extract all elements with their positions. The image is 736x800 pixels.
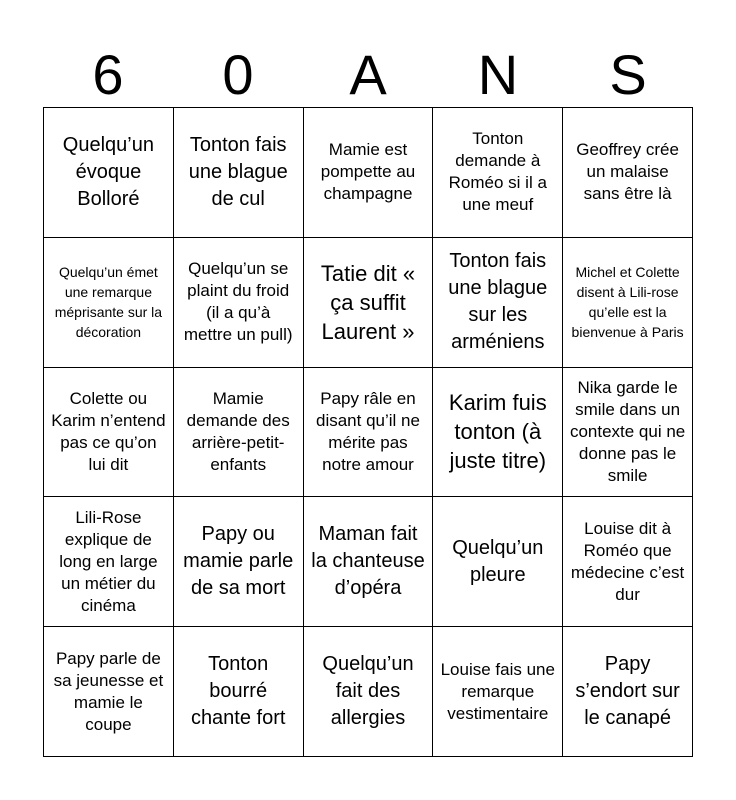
bingo-cell-r5-c5[interactable]	[563, 627, 693, 757]
cell-text: Karim fuis tonton (à juste titre)	[448, 390, 547, 474]
cell-text: Tonton bourré chante fort	[190, 653, 286, 730]
cell-text: Quelqu’un pleure	[452, 536, 544, 586]
bingo-cell-r4-c2[interactable]	[174, 497, 304, 627]
bingo-cell-r1-c5[interactable]	[563, 108, 693, 238]
cell-text: Louise dit à Roméo que médecine c’est dur	[570, 518, 685, 604]
header-letter-1: 6	[92, 43, 124, 106]
bingo-cell-r1-c3[interactable]	[304, 108, 434, 238]
bingo-cell-r4-c5[interactable]	[563, 497, 693, 627]
header-letter-4: N	[477, 43, 519, 106]
bingo-cell-r5-c4[interactable]	[433, 627, 563, 757]
cell-text: Papy parle de sa jeunesse et mamie le coupe	[53, 648, 164, 734]
cell-text: Tonton fais une blague de cul	[188, 133, 288, 210]
bingo-cell-r1-c1[interactable]	[44, 108, 174, 238]
bingo-cell-r1-c2[interactable]	[174, 108, 304, 238]
bingo-cell-r2-c4[interactable]	[433, 238, 563, 368]
cell-text: Tatie dit « ça suffit Laurent »	[320, 260, 416, 344]
bingo-cell-r2-c2[interactable]	[174, 238, 304, 368]
bingo-cell-r4-c3[interactable]	[304, 497, 434, 627]
cell-text: Quelqu’un évoque Bolloré	[62, 133, 154, 210]
cell-text: Papy râle en disant qu’il ne mérite pas notre amour	[316, 388, 420, 474]
bingo-header	[43, 42, 693, 108]
bingo-cell-r1-c4[interactable]	[433, 108, 563, 238]
cell-text: Quelqu’un émet une remarque méprisante sur la décoration	[54, 264, 163, 341]
cell-text: Mamie est pompette au champagne	[320, 140, 416, 204]
bingo-cell-r4-c1[interactable]	[44, 497, 174, 627]
bingo-cell-r2-c3[interactable]	[304, 238, 434, 368]
cell-text: Louise fais une remarque vestimentaire	[440, 659, 555, 723]
cell-text: Colette ou Karim n’entend pas ce qu’on lui dit	[51, 388, 166, 474]
bingo-cell-r3-c2[interactable]	[174, 368, 304, 498]
cell-text: Tonton fais une blague sur les arméniens	[448, 250, 548, 354]
cell-text: Geoffrey crée un malaise sans être là	[576, 140, 679, 204]
header-letter-5: S	[609, 43, 647, 106]
bingo-cell-r3-c4[interactable]	[433, 368, 563, 498]
cell-text: Tonton demande à Roméo si il a une meuf	[448, 129, 547, 215]
cell-text: Lili-Rose explique de long en large un métier du cinéma	[59, 507, 158, 615]
bingo-cell-r3-c1[interactable]	[44, 368, 174, 498]
cell-text: Maman fait la chanteuse d’opéra	[311, 523, 425, 600]
cell-text: Quelqu’un se plaint du froid (il a qu’à mettre un pull)	[183, 259, 293, 345]
cell-text: Mamie demande des arrière-petit-enfants	[186, 388, 290, 474]
bingo-cell-r5-c1[interactable]	[44, 627, 174, 757]
cell-text: Papy ou mamie parle de sa mort	[183, 523, 294, 600]
bingo-grid	[43, 107, 693, 757]
bingo-cell-r3-c3[interactable]	[304, 368, 434, 498]
bingo-cell-r4-c4[interactable]	[433, 497, 563, 627]
bingo-cell-r3-c5[interactable]	[563, 368, 693, 498]
bingo-cell-r5-c2[interactable]	[174, 627, 304, 757]
cell-text: Papy s’endort sur le canapé	[575, 653, 680, 730]
header-letter-3: A	[349, 43, 387, 106]
bingo-cell-r5-c3[interactable]	[304, 627, 434, 757]
bingo-cell-r2-c5[interactable]	[563, 238, 693, 368]
cell-text: Michel et Colette disent à Lili-rose qu’elle est la bienvenue à Paris	[571, 264, 684, 341]
cell-text: Nika garde le smile dans un contexte qui ne donne pas le smile	[569, 377, 686, 485]
bingo-cell-r2-c1[interactable]	[44, 238, 174, 368]
header-letter-2: 0	[222, 43, 254, 106]
cell-text: Quelqu’un fait des allergies	[322, 653, 414, 730]
